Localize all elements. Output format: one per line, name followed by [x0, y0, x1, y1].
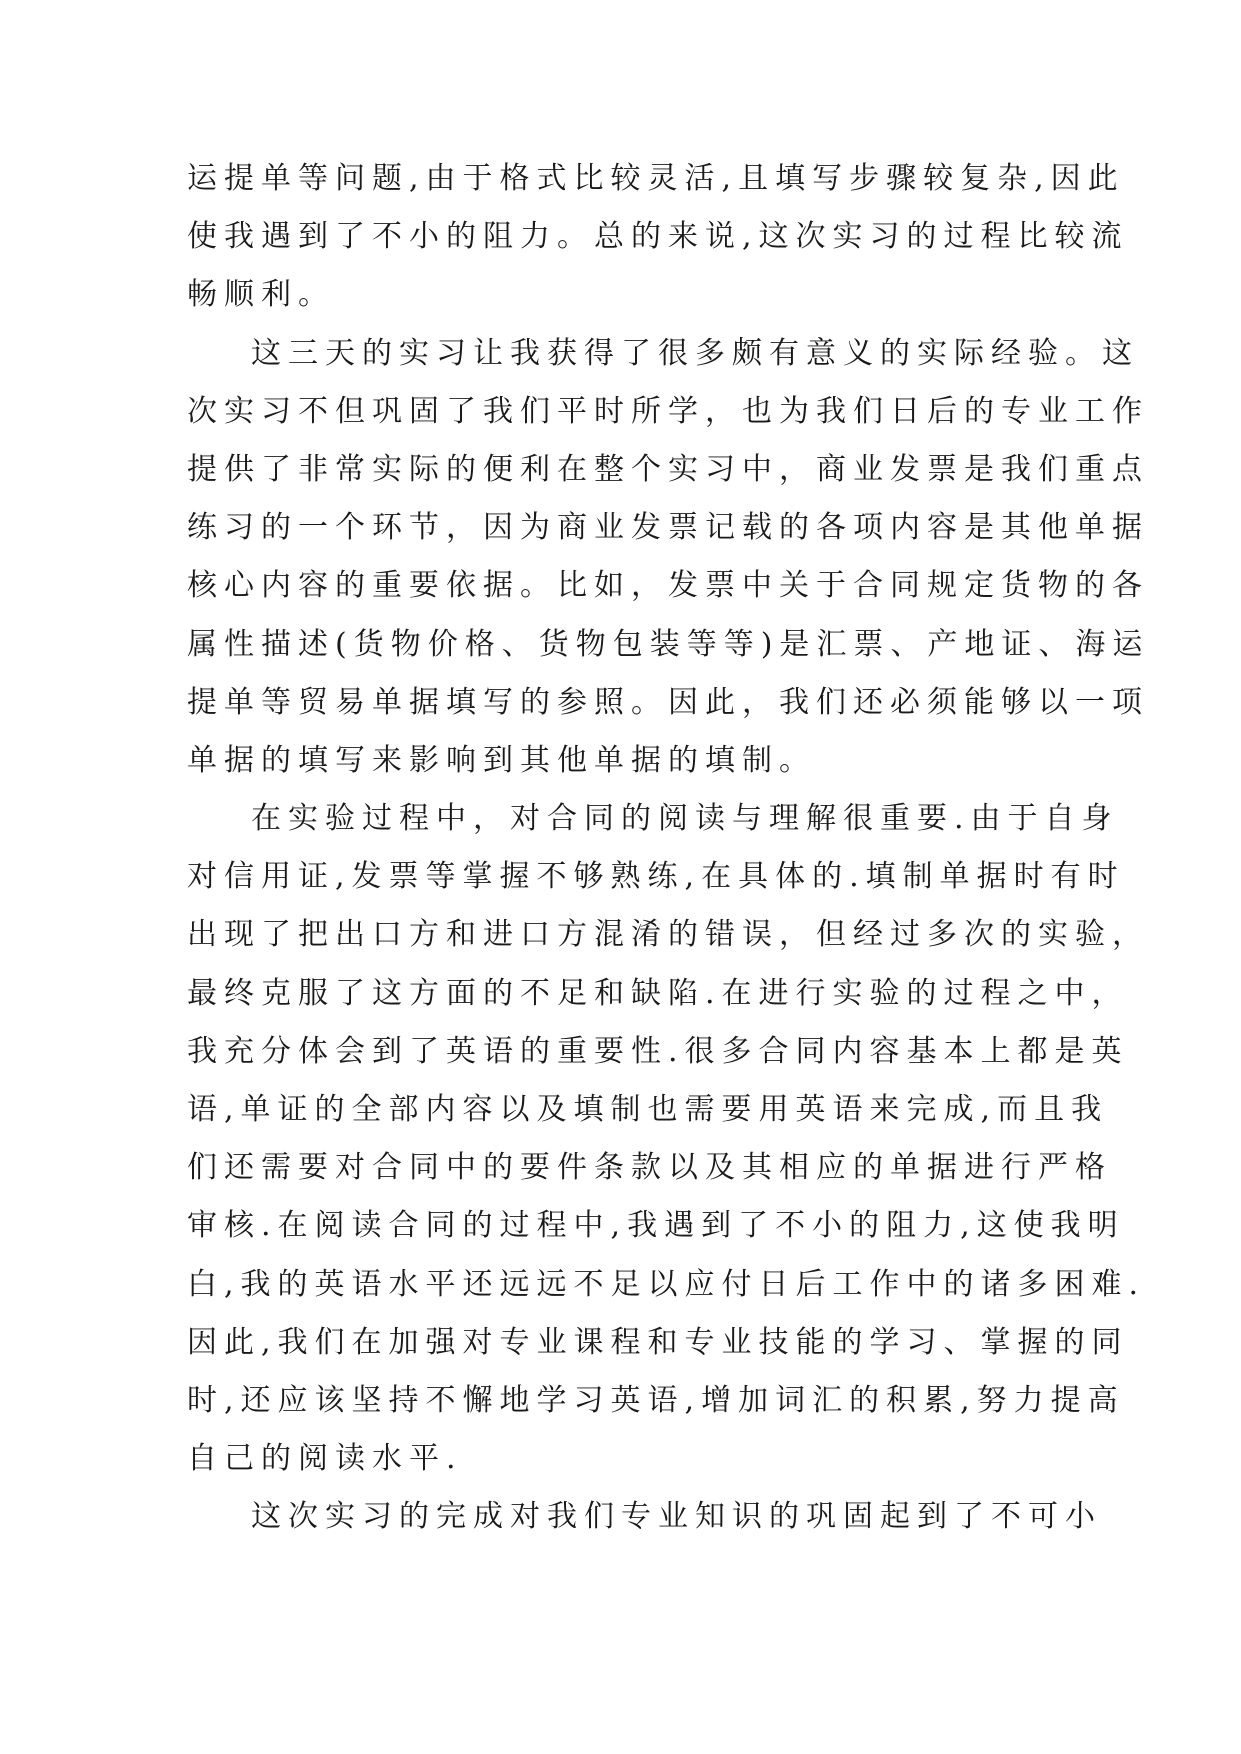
text-line: 这次实习的完成对我们专业知识的巩固起到了不可小 [251, 1499, 1102, 1535]
text-line: 时,还应该坚持不懈地学习英语,增加词汇的积累,努力提高 [187, 1382, 1125, 1418]
paragraph [187, 790, 1149, 1488]
text-line: 运提单等问题,由于格式比较灵活,且填写步骤较复杂,因此 [187, 161, 1125, 196]
text-line: 审核.在阅读合同的过程中,我遇到了不小的阻力,这使我明 [187, 1208, 1125, 1244]
text-line: 畅顺利。 [187, 277, 335, 313]
text-line: 自己的阅读水平. [187, 1441, 463, 1477]
text-line: 属性描述(货物价格、货物包装等等)是汇票、产地证、海运 [187, 626, 1150, 662]
text-line: 对信用证,发票等掌握不够熟练,在具体的.填制单据时有时 [187, 859, 1125, 895]
text-line: 我充分体会到了英语的重要性.很多合同内容基本上都是英 [187, 1033, 1129, 1069]
text-line: 单据的填写来影响到其他单据的填制。 [187, 742, 816, 778]
text-line: 使我遇到了不小的阻力。总的来说,这次实习的过程比较流 [187, 219, 1129, 255]
text-line: 语,单证的全部内容以及填制也需要用英语来完成,而且我 [187, 1092, 1109, 1127]
text-line: 在实验过程中，对合同的阅读与理解很重要.由于自身 [251, 801, 1119, 837]
text-line: 出现了把出口方和进口方混淆的错误，但经过多次的实验， [187, 917, 1149, 953]
paragraph [187, 1488, 1102, 1546]
text-line: 因此,我们在加强对专业课程和专业技能的学习、掌握的同 [187, 1324, 1129, 1360]
text-line: 提单等贸易单据填写的参照。因此，我们还必须能够以一项 [187, 684, 1149, 720]
text-line: 白,我的英语水平还远远不足以应付日后工作中的诸多困难. [187, 1266, 1146, 1302]
text-line: 次实习不但巩固了我们平时所学，也为我们日后的专业工作 [187, 393, 1149, 429]
text-line: 这三天的实习让我获得了很多颇有意义的实际经验。这 [251, 335, 1139, 371]
text-line: 们还需要对合同中的要件条款以及其相应的单据进行严格 [187, 1150, 1112, 1186]
text-line: 最终克服了这方面的不足和缺陷.在进行实验的过程之中， [187, 975, 1129, 1011]
text-line: 练习的一个环节，因为商业发票记载的各项内容是其他单据 [187, 510, 1149, 546]
text-line: 提供了非常实际的便利在整个实习中，商业发票是我们重点 [187, 451, 1149, 487]
text-line: 核心内容的重要依据。比如，发票中关于合同规定货物的各 [187, 568, 1149, 604]
paragraph [187, 325, 1150, 791]
paragraph [187, 150, 1129, 325]
body-text [187, 150, 1150, 1547]
